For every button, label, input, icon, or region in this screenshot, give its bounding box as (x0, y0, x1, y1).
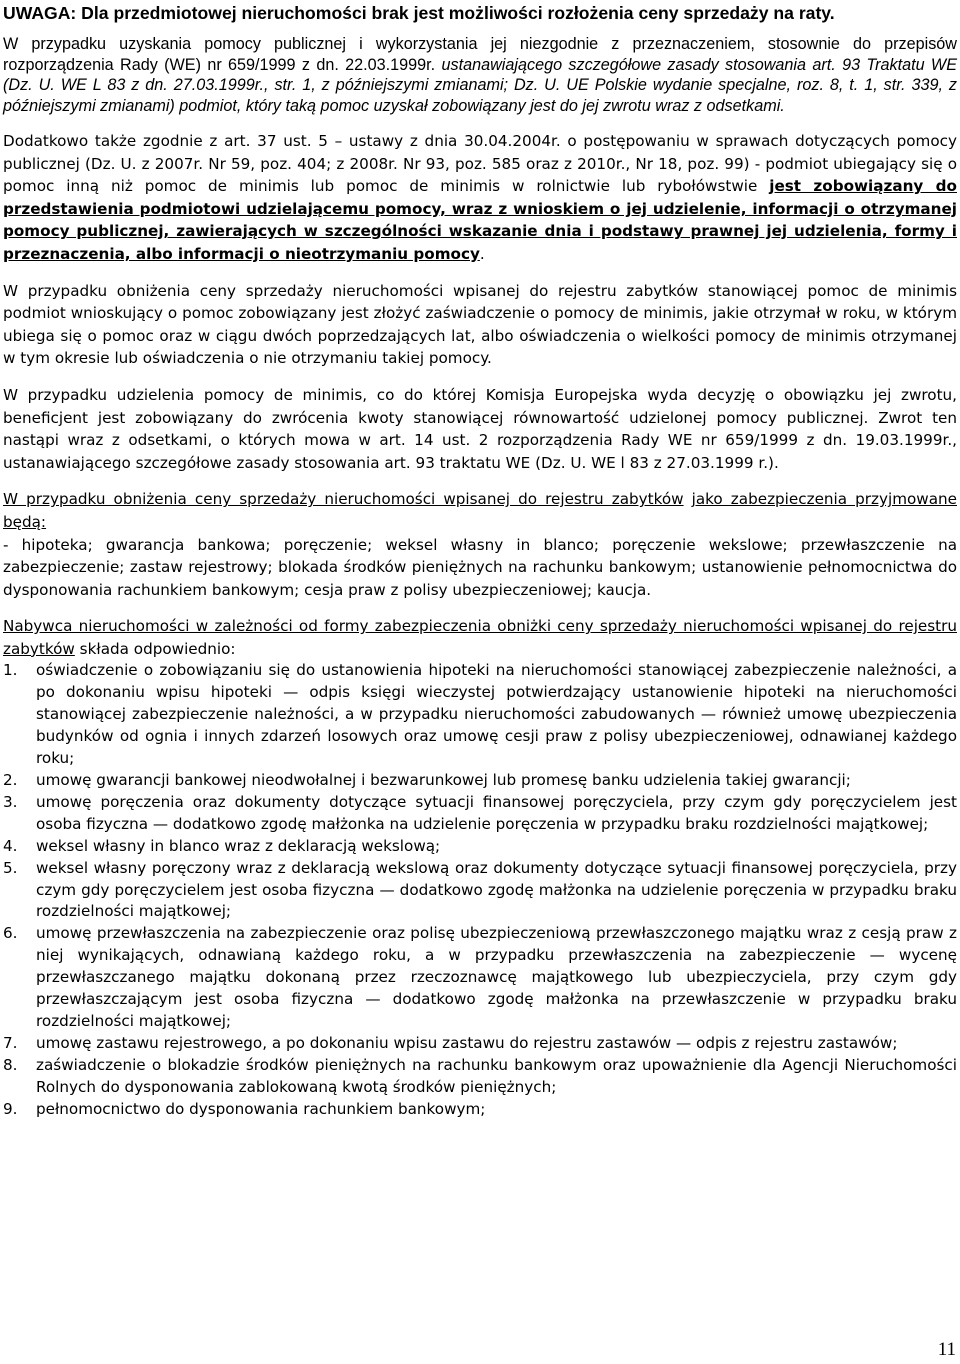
paragraph-additional-obligation: Dodatkowo także zgodnie z art. 37 ust. 5 – ustawy z dnia 30.04.2004r. o postępowaniu w sprawach dotyczących pomocy publicznej (Dz. U. z 2007r. Nr 59, poz. 404; z 2008r. Nr 93, poz. 585 oraz z 2010r., Nr 18, poz. 99) - podmiot ubiegający się o pomoc inną niż pomoc de minimis lub pomoc de minimis w rolnictwie lub rybołówstwie jest zobowiązany do przedstawienia podmiotowi udzielającemu pomocy, wraz z wnioskiem o jej udzielenie, informacji o otrzymanej pomocy publicznej, zawierających w szczególności wskazanie dnia i podstawy prawnej jej udzielenia, formy i przeznaczenia, albo informacji o nieotrzymaniu pomocy. (3, 132, 957, 263)
paragraph-buyer-submits: Nabywca nieruchomości w zależności od formy zabezpieczenia obniżki ceny sprzedaży nieruchomości wpisanej do rejestru zabytków składa odpowiednio: (3, 617, 957, 658)
warning-heading: UWAGA: Dla przedmiotowej nieruchomości brak jest możliwości rozłożenia ceny sprzedaży na raty. (3, 3, 835, 23)
list-item: 4. weksel własny in blanco wraz z deklaracją wekslową; (3, 836, 441, 855)
list-item: 5. weksel własny poręczony wraz z deklaracją wekslową oraz dokumenty dotyczące sytuacji finansowej poręczyciela, przy czym gdy poręczycielem jest osoba fizyczna — dodatkowo zgodę małżonka na udzielenie poręczenia w przypadku braku rozdzielności majątkowej; (3, 858, 957, 921)
list-item: 6. umowę przewłaszczenia na zabezpieczenie oraz polisę ubezpieczeniową przewłaszczonego majątku wraz z cesją praw z niej wynikających, odnawianą każdego roku, a w przypadku przewłaszczenia na zabezpieczenie — wycenę przewłaszczanego majątku dokonaną przez rzeczoznawcę majątkowego lub ubezpieczyciela, przy czym gdy przewłaszczającym jest osoba fizyczna — dodatkowo zgodę małżonka na przewłaszczenie w przypadku braku rozdzielności majątkowej; (3, 924, 957, 1030)
paragraph-state-aid-return: W przypadku uzyskania pomocy publicznej i wykorzystania jej niezgodnie z przeznaczeniem, stosownie do przepisów rozporządzenia Rady (WE) nr 659/1999 z dn. 22.03.1999r. ustanawiającego szczegółowe zasady stosowania art. 93 Traktatu WE (Dz. U. WE L 83 z dn. 27.03.1999r., str. 1, z późniejszymi zmianami; Dz. U. UE Polskie wydanie specjalne, roz. 8, t. 1, str. 339, z późniejszymi zmianami) podmiot, który taką pomoc uzyskał zobowiązany jest do jej zwrotu wraz z odsetkami. (3, 35, 958, 115)
page-number: 11 (937, 1339, 956, 1360)
list-item: 9. pełnomocnictwo do dysponowania rachunkiem bankowym; (3, 1099, 486, 1118)
list-item: 3. umowę poręczenia oraz dokumenty dotyczące sytuacji finansowej poręczyciela, przy czym gdy poręczycielem jest osoba fizyczna — dodatkowo zgodę małżonka na udzielenie poręczenia w przypadku braku rozdzielności majątkowej; (3, 792, 957, 833)
required-documents-list (3, 660, 957, 1120)
document-page (3, 2, 957, 1121)
paragraph-de-minimis-return: W przypadku udzielenia pomocy de minimis, co do której Komisja Europejska wyda decyzję o obowiązku jej zwrotu, beneficjent jest zobowiązany do zwrócenia kwoty stanowiącej równowartość udzielonej pomocy publicznej. Zwrot ten nastąpi wraz z odsetkami, o których mowa w art. 14 ust. 2 rozporządzenia Rady WE nr 659/1999 z dn. 19.03.1999r., ustanawiającego szczegółowe zasady stosowania art. 93 traktatu WE (Dz. U. WE l 83 z 27.03.1999 r.). (3, 385, 957, 472)
list-item: 7. umowę zastawu rejestrowego, a po dokonaniu wpisu zastawu do rejestru zastawów — odpis z rejestru zastawów; (3, 1033, 898, 1052)
paragraph-securities: W przypadku obniżenia ceny sprzedaży nieruchomości wpisanej do rejestru zabytków jako zabezpieczenia przyjmowane będą: - hipoteka; gwarancja bankowa; poręczenie; weksel własny in blanco; poręczenie wekslowe; przewłaszczenie na zabezpieczenie; zastaw rejestrowy; blokada środków pieniężnych na rachunku bankowym; ustanowienie pełnomocnictwa do dysponowania rachunkiem bankowym; cesja praw z polisy ubezpieczeniowej; kaucja. (3, 490, 957, 599)
list-item: 2. umowę gwarancji bankowej nieodwołalnej i bezwarunkowej lub promesę banku udzielenia takiej gwarancji; (3, 771, 851, 789)
list-item: 1. oświadczenie o zobowiązaniu się do ustanowienia hipoteki na nieruchomości stanowiącej zabezpieczenie należności, a po dokonaniu wpisu hipoteki — odpis księgi wieczystej potwierdzający ustanowienie hipoteki na nieruchomości stanowiącej zabezpieczenie należności, a w przypadku nieruchomości zabudowanych — również umowę ubezpieczenia budynków od ognia i innych zdarzeń losowych oraz umowę cesji praw z polisy ubezpieczeniowej, odnawianej każdego roku; (3, 661, 957, 768)
paragraph-de-minimis-certificate: W przypadku obniżenia ceny sprzedaży nieruchomości wpisanej do rejestru zabytków stanowiącej pomoc de minimis podmiot wnioskujący o pomoc zobowiązany jest złożyć zaświadczenie o pomocy de minimis, jakie otrzymał w roku, w którym ubiega się o pomoc oraz w ciągu dwóch poprzedzających lat, albo oświadczenia o wielkości pomocy de minimis otrzymanej w tym okresie lub oświadczenia o nie otrzymaniu takiej pomocy. (3, 281, 957, 368)
list-item: 8. zaświadczenie o blokadzie środków pieniężnych na rachunku bankowym oraz upoważnienie dla Agencji Nieruchomości Rolnych do dysponowania zablokowaną kwotą środków pieniężnych; (3, 1055, 957, 1096)
